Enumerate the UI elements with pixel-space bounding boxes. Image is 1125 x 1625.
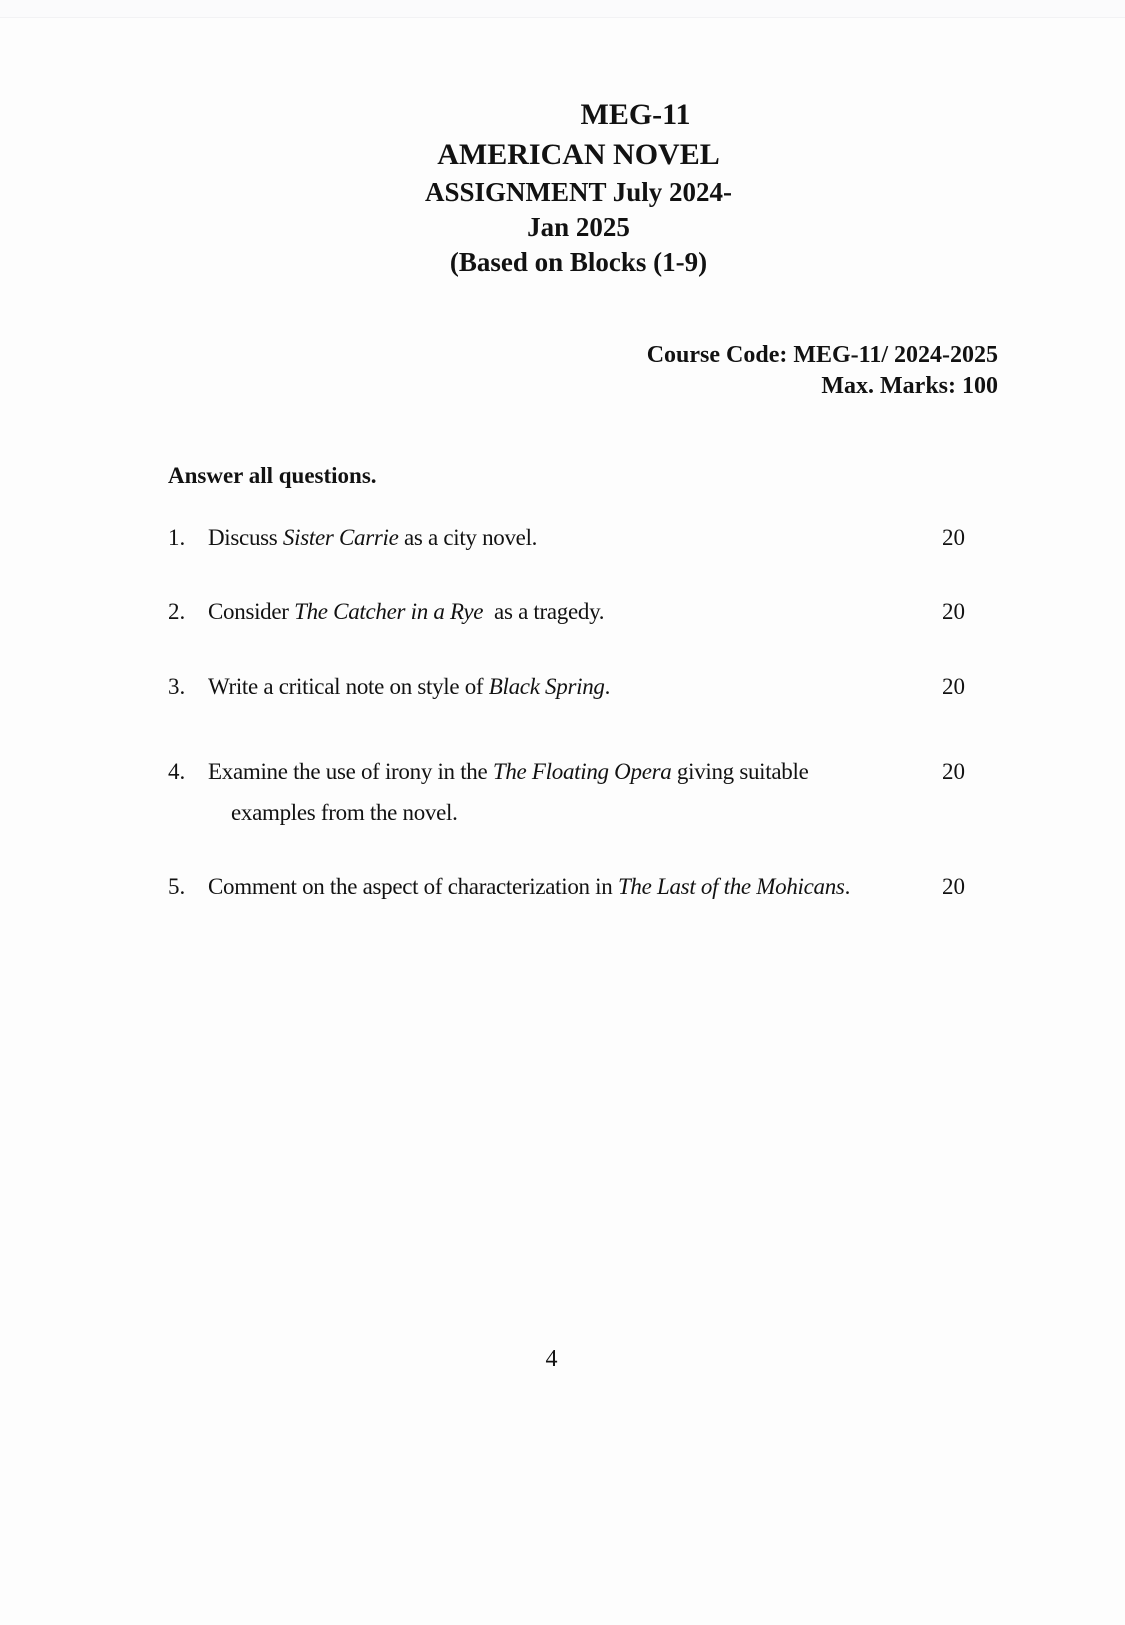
question-number: 3.	[168, 674, 186, 699]
question-number: 4.	[168, 759, 186, 784]
page-number: 4	[545, 1346, 558, 1372]
question-item	[168, 672, 965, 702]
question-line	[208, 672, 915, 702]
header-course-code: MEG-11	[580, 98, 691, 131]
question-text	[208, 523, 915, 553]
question-item	[168, 523, 965, 553]
header-course-title: AMERICAN NOVEL	[437, 138, 720, 171]
book-title: The Floating Opera	[492, 759, 672, 784]
instruction-text: Answer all questions.	[168, 463, 377, 488]
book-title: The Catcher in a Rye	[294, 599, 484, 624]
question-line	[208, 523, 915, 553]
question-text-segment: giving suitable	[671, 759, 809, 784]
header-blocks-note: (Based on Blocks (1-9)	[449, 247, 708, 277]
header-assignment-session: ASSIGNMENT July 2024-	[424, 177, 733, 207]
question-marks: 20	[942, 599, 965, 624]
question-line	[208, 597, 915, 627]
question-text-segment: Consider	[208, 599, 295, 624]
book-title: The Last of the Mohicans	[617, 874, 845, 899]
question-text-segment: as a city novel.	[398, 525, 538, 550]
question-text	[208, 672, 915, 702]
book-title: Black Spring	[488, 674, 605, 699]
question-item	[168, 597, 965, 627]
question-text	[208, 872, 915, 902]
course-code-line: Course Code: MEG-11/ 2024-2025	[646, 342, 998, 368]
book-title: Sister Carrie	[282, 525, 399, 550]
question-marks: 20	[942, 759, 965, 784]
header-assignment-year: Jan 2025	[527, 212, 630, 242]
question-text-segment: Discuss	[208, 525, 283, 550]
question-line	[208, 757, 915, 787]
question-text-segment: as a tragedy.	[483, 599, 605, 624]
question-number: 1.	[168, 525, 186, 550]
question-text-segment: examples from the novel.	[231, 800, 458, 825]
question-marks: 20	[942, 525, 965, 550]
question-number: 2.	[168, 599, 186, 624]
question-item	[168, 872, 965, 902]
question-line	[208, 798, 915, 828]
questions-list	[168, 0, 965, 1625]
question-text-segment: Write a critical note on style of	[208, 674, 489, 699]
question-text-segment: .	[844, 874, 851, 899]
question-text-segment: Examine the use of irony in the	[208, 759, 493, 784]
question-item	[168, 757, 965, 828]
question-text-segment: Comment on the aspect of characterization in	[208, 874, 618, 899]
question-text	[208, 757, 915, 828]
question-marks: 20	[942, 674, 965, 699]
question-number: 5.	[168, 874, 186, 899]
question-text-segment: .	[604, 674, 611, 699]
question-text	[208, 597, 915, 627]
question-line	[208, 872, 915, 902]
max-marks-line: Max. Marks: 100	[821, 373, 998, 399]
question-marks: 20	[942, 874, 965, 899]
